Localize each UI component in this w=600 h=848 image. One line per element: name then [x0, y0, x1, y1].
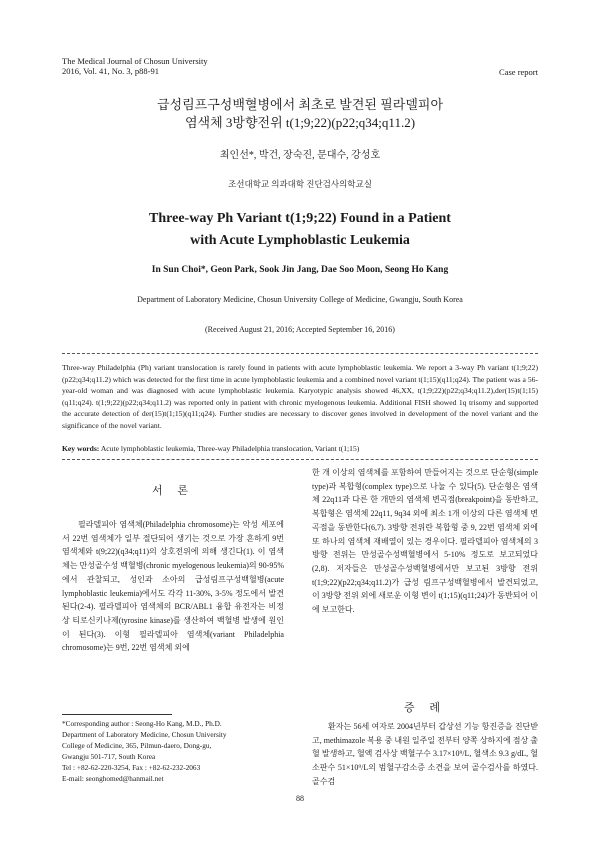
received-dates: (Received August 21, 2016; Accepted September 16, 2016) [205, 325, 395, 334]
abstract-bottom-rule [62, 459, 538, 460]
corresponding-author-footnote [62, 718, 287, 784]
journal-volume: 2016, Vol. 41, No. 3, p88-91 [62, 66, 159, 76]
intro-continued [312, 466, 538, 617]
intro-continued-paragraph: 한 개 이상의 염색체를 포함하여 만들어지는 것으로 단순형(simple type)과 복합형(complex type)으로 나눌 수 있다(5). 단순형은 염색체 22q11과 다른 한 개만의 염색체 변곡점(breakpoint)을 동반하고, 복합형은 염색체 22q11, 9q34 외에 최소 1개 이상의 다른 염색체 변곡점을 동반한다(6,7). 3방향 전위란 복합형 중 9, 22번 염색체 외에 또 하나의 염색체 재배열이 있는 경우이다. 필라델피아 염색체의 3방향 전위는 만성골수성백혈병에서 5-10% 정도로 보고되었다(2,8). 저자들은 만성골수성백혈병에서만 보고된 3방향 전위 t(1;9;22)(p22;q34;q11.2)가 급성 림프구성백혈병에서 발견되었고, 이 3방향 전위 외에 새로운 이형 변이 t(1;15)(q11;24)가 동반되어 이에 보고한다. [312, 468, 538, 615]
korean-authors: 최인선*, 박건, 장숙진, 문대수, 강성호 [219, 150, 381, 161]
footnote-line: *Corresponding author : Seong-Ho Kang, M.D., Ph.D. [62, 719, 222, 728]
journal-name: The Medical Journal of Chosun University [62, 56, 208, 66]
page-number: 88 [296, 794, 304, 803]
intro-heading: 서 론 [151, 485, 194, 497]
english-title-line2: with Acute Lymphoblastic Leukemia [190, 233, 410, 248]
case-heading: 증 례 [403, 702, 446, 714]
english-title-line1: Three-way Ph Variant t(1;9;22) Found in a Patient [149, 211, 451, 226]
korean-title [0, 96, 600, 132]
keywords-text: Acute lymphoblastic leukemia, Three-way Philadelphia translocation, Variant t(1;15) [99, 444, 360, 453]
footnote-line: College of Medicine, 365, Pilmun-daero, Dong-gu, [62, 741, 212, 750]
footnote-line: Gwangju 501-717, South Korea [62, 752, 156, 761]
korean-affiliation: 조선대학교 의과대학 진단검사의학교실 [228, 179, 372, 189]
footnote-rule [62, 714, 172, 715]
english-affiliation: Department of Laboratory Medicine, Chosun University College of Medicine, Gwangju, South Korea [137, 295, 463, 304]
case-paragraph: 환자는 56세 여자로 2004년부터 갑상선 기능 항진증을 진단받고, methimazole 복용 중 내원 일주일 전부터 양쪽 상하지에 점상 출혈 발생하고, 혈액 검사상 백혈구수 3.17×10⁹/L, 혈색소 9.3 g/dL, 혈소판수 51×10⁹/L의 범혈구감소증 소견을 보여 골수검사를 하였다. 골수검 [312, 722, 538, 786]
footnote-email: E-mail: seonghomed@hanmail.net [62, 774, 164, 783]
english-title [0, 208, 600, 252]
intro-body [62, 518, 284, 655]
korean-title-line2: 염색체 3방향전위 t(1;9;22)(p22;q34;q11.2) [184, 115, 416, 130]
footnote-line: Department of Laboratory Medicine, Chosun University [62, 730, 227, 739]
case-body [312, 720, 538, 789]
abstract-top-rule [62, 353, 538, 354]
footnote-line: Tel : +82-62-220-3254, Fax : +82-62-232-2063 [62, 763, 201, 772]
english-authors: In Sun Choi*, Geon Park, Sook Jin Jang, Dae Soo Moon, Seong Ho Kang [151, 265, 449, 275]
korean-title-line1: 급성림프구성백혈병에서 최초로 발견된 필라델피아 [156, 97, 444, 112]
keywords [62, 443, 538, 454]
abstract: Three-way Philadelphia (Ph) variant translocation is rarely found in patients with acute lymphoblastic leukemia. We report a 3-way Ph variant t(1;9;22)(p22;q34;q11.2) which was detected for the first time in acute lymphoblastic leukemia and a combined novel variant t(1;15)(q11;q24). The patient was a 56-year-old woman and was diagnosed with acute lymphoblastic leukemia. Karyotypic analysis showed 46,XX, t(1;9;22)(p22;q34;q11.2),der(15)t(1;15)(q11;q24). t(1;9;22)(p22;q34;q11.2) was reported only in patient with chronic myelogenous leukemia. Additional FISH showed 1q trisomy and supported the accurate detection of der(15)t(1;15)(q11;q24). Further studies are necessary to discover genes involved in development of the novel variant and the significance of the novel variant. [62, 363, 538, 430]
intro-paragraph: 필라델피아 염색체(Philadelphia chromosome)는 악성 세포에서 22번 염색체가 일부 절단되어 생기는 것으로 가장 흔하게 9번 염색체와 t(9;22)(q34;q11)의 상호전위에 의해 생긴다(1). 이 염색체는 만성골수성 백혈병(chronic myelogenous leukemia)의 90-95%에서 관찰되고, 성인과 소아의 급성림프구성백혈병(acute lymphoblastic leukemia)에서도 각각 11-30%, 3-5% 정도에서 발견된다(2-4). 필라델피아 염색체의 BCR/ABL1 융합 유전자는 비정상 티로신키나제(tyrosine kinase)를 생산하여 백혈병 발생에 원인이 된다(3). 이형 필라델피아 염색체(variant Philadelphia chromosome)는 9번, 22번 염색체 외에 [62, 520, 284, 653]
keywords-label: Key words: [62, 444, 100, 453]
article-type: Case report [499, 67, 538, 77]
journal-header [62, 56, 208, 76]
